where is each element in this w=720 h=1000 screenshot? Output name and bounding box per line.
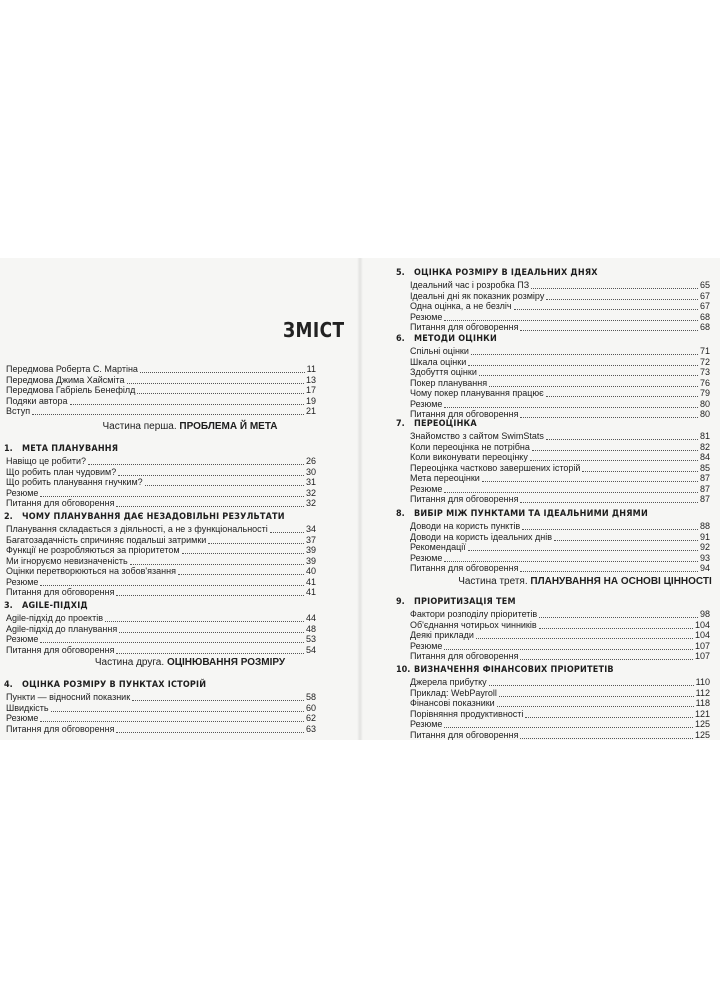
entry-title: Питання для обговорення bbox=[410, 322, 519, 332]
dot-leader bbox=[127, 383, 304, 384]
toc-entry[interactable] bbox=[6, 613, 316, 624]
dot-leader bbox=[140, 372, 305, 373]
dot-leader bbox=[514, 309, 698, 310]
dot-leader bbox=[137, 393, 304, 394]
toc-entry[interactable] bbox=[410, 719, 710, 730]
entry-title: Вступ bbox=[6, 406, 31, 416]
entry-page-number: 85 bbox=[699, 462, 710, 473]
entry-page-number: 80 bbox=[699, 409, 710, 419]
entry-title: Резюме bbox=[6, 487, 39, 498]
dot-leader bbox=[270, 532, 304, 533]
entry-page-number: 92 bbox=[699, 542, 710, 552]
part-label: Частина друга. bbox=[94, 657, 165, 668]
dot-leader bbox=[489, 386, 698, 387]
entry-page-number: 110 bbox=[695, 677, 710, 687]
entry-page-number: 65 bbox=[699, 280, 710, 290]
entry-page-number: 84 bbox=[699, 452, 710, 462]
part-label: Частина перша. bbox=[102, 421, 177, 432]
toc-entry[interactable] bbox=[410, 357, 710, 368]
dot-leader bbox=[468, 365, 698, 366]
entry-page-number: 107 bbox=[694, 640, 710, 651]
chapter-number: 7. bbox=[396, 419, 405, 429]
entry-title: Чому покер планування працює bbox=[410, 388, 544, 398]
entry-title: Питання для обговорення bbox=[6, 498, 115, 508]
entry-page-number: 11 bbox=[306, 364, 316, 374]
toc-entry[interactable] bbox=[410, 346, 710, 357]
toc-entry[interactable] bbox=[6, 556, 316, 567]
dot-leader bbox=[520, 502, 698, 503]
dot-leader bbox=[532, 450, 698, 451]
chapter-heading[interactable] bbox=[396, 267, 598, 279]
toc-entry[interactable] bbox=[410, 651, 710, 662]
entry-page-number: 48 bbox=[305, 623, 316, 634]
entry-title: Одна оцінка, а не безліч bbox=[410, 301, 512, 311]
dot-leader bbox=[531, 288, 698, 289]
dot-leader bbox=[476, 638, 693, 639]
toc-entry[interactable] bbox=[410, 677, 710, 688]
dot-leader bbox=[88, 464, 304, 465]
entry-title: Деякі приклади bbox=[410, 630, 474, 640]
toc-entry[interactable] bbox=[6, 385, 316, 396]
dot-leader bbox=[539, 617, 698, 618]
dot-leader bbox=[497, 706, 694, 707]
entry-title: Пункти — відносний показник bbox=[6, 692, 131, 702]
toc-entry[interactable] bbox=[410, 532, 710, 543]
toc-entry[interactable] bbox=[6, 498, 316, 509]
entry-page-number: 63 bbox=[305, 723, 316, 734]
entry-page-number: 71 bbox=[699, 346, 710, 356]
dot-leader bbox=[520, 571, 698, 572]
dot-leader bbox=[40, 585, 304, 586]
entry-page-number: 81 bbox=[699, 431, 710, 441]
chapter-title: ОЦІНКА РОЗМІРУ В ІДЕАЛЬНИХ ДНЯХ bbox=[414, 268, 598, 278]
dot-leader bbox=[116, 595, 304, 596]
dot-leader bbox=[525, 717, 693, 718]
toc-entry[interactable] bbox=[410, 730, 710, 741]
chapter-heading[interactable] bbox=[396, 596, 516, 608]
toc-entry[interactable] bbox=[410, 553, 710, 564]
entry-page-number: 107 bbox=[694, 651, 710, 661]
toc-entry[interactable] bbox=[410, 542, 710, 553]
toc-entry[interactable] bbox=[6, 692, 316, 703]
chapter-number: 2. bbox=[4, 512, 13, 522]
entry-title: Резюме bbox=[410, 483, 443, 494]
dot-leader bbox=[546, 396, 698, 397]
part-label: Частина третя. bbox=[458, 576, 528, 587]
entry-page-number: 121 bbox=[694, 708, 710, 719]
entry-title: Функції не розробляються за пріоритетом bbox=[6, 545, 180, 555]
toc-entry[interactable] bbox=[410, 442, 710, 453]
entry-page-number: 37 bbox=[305, 534, 316, 545]
entry-page-number: 104 bbox=[694, 619, 710, 630]
entry-page-number: 87 bbox=[699, 473, 710, 483]
chapter-title: ВИЗНАЧЕННЯ ФІНАНСОВИХ ПРІОРИТЕТІВ bbox=[414, 665, 614, 675]
entry-title: Шкала оцінки bbox=[410, 356, 467, 367]
dot-leader bbox=[118, 475, 304, 476]
dot-leader bbox=[132, 700, 304, 701]
entry-page-number: 44 bbox=[305, 613, 316, 623]
toc-entry[interactable] bbox=[410, 399, 710, 410]
dot-leader bbox=[444, 320, 698, 321]
entry-page-number: 94 bbox=[699, 563, 710, 573]
chapter-number: 5. bbox=[396, 268, 405, 278]
dot-leader bbox=[116, 732, 304, 733]
toc-title: ЗМІСТ bbox=[283, 318, 345, 342]
entry-title: Що робить план чудовим? bbox=[6, 466, 117, 477]
chapter-heading[interactable] bbox=[396, 418, 477, 430]
dot-leader bbox=[444, 561, 698, 562]
entry-title: Здобуття оцінки bbox=[410, 367, 477, 377]
entry-title: Питання для обговорення bbox=[410, 494, 519, 504]
toc-entry[interactable] bbox=[6, 645, 316, 656]
entry-page-number: 60 bbox=[305, 702, 316, 713]
dot-leader bbox=[70, 404, 304, 405]
dot-leader bbox=[582, 471, 698, 472]
toc-entry[interactable] bbox=[410, 688, 710, 699]
entry-page-number: 91 bbox=[699, 531, 710, 542]
entry-page-number: 88 bbox=[699, 521, 710, 531]
entry-page-number: 40 bbox=[305, 566, 316, 576]
dot-leader bbox=[554, 540, 698, 541]
toc-entry[interactable] bbox=[6, 703, 316, 714]
toc-entry[interactable] bbox=[410, 388, 710, 399]
toc-entry[interactable] bbox=[410, 630, 710, 641]
entry-title: Рекомендації bbox=[410, 542, 466, 552]
toc-entry[interactable] bbox=[410, 291, 710, 302]
dot-leader bbox=[105, 621, 304, 622]
entry-page-number: 41 bbox=[305, 576, 316, 587]
toc-entry[interactable] bbox=[6, 624, 316, 635]
entry-title: Питання для обговорення bbox=[410, 409, 519, 419]
toc-entry[interactable] bbox=[410, 609, 710, 620]
dot-leader bbox=[539, 628, 693, 629]
entry-title: Швидкість bbox=[6, 702, 49, 713]
entry-title: Фінансові показники bbox=[410, 698, 495, 708]
entry-page-number: 82 bbox=[699, 441, 710, 452]
entry-page-number: 39 bbox=[305, 545, 316, 555]
toc-entry[interactable] bbox=[410, 312, 710, 323]
chapter-heading[interactable] bbox=[4, 600, 88, 612]
dot-leader bbox=[499, 696, 694, 697]
entry-page-number: 73 bbox=[699, 367, 710, 377]
entry-title: Спільні оцінки bbox=[410, 346, 469, 356]
entry-page-number: 87 bbox=[699, 494, 710, 504]
part-heading bbox=[70, 420, 310, 434]
dot-leader bbox=[479, 375, 698, 376]
entry-title: Фактори розподілу пріоритетів bbox=[410, 609, 538, 619]
toc-entry[interactable] bbox=[410, 280, 710, 291]
entry-page-number: 19 bbox=[305, 395, 316, 406]
dot-leader bbox=[444, 492, 698, 493]
toc-entry[interactable] bbox=[410, 322, 710, 333]
entry-title: Резюме bbox=[6, 634, 39, 644]
entry-title: Питання для обговорення bbox=[6, 587, 115, 597]
toc-entry[interactable] bbox=[6, 477, 316, 488]
entry-page-number: 39 bbox=[305, 555, 316, 566]
entry-title: Резюме bbox=[6, 713, 39, 723]
entry-title: Питання для обговорення bbox=[410, 563, 519, 573]
entry-title: Питання для обговорення bbox=[410, 651, 519, 661]
dot-leader bbox=[522, 529, 698, 530]
entry-title: Джерела прибутку bbox=[410, 677, 487, 687]
part-title: ОЦІНЮВАННЯ РОЗМІРУ bbox=[166, 657, 286, 668]
dot-leader bbox=[119, 632, 304, 633]
part-title: ПРОБЛЕМА Й МЕТА bbox=[179, 421, 278, 432]
entry-title: Коли переоцінка не потрібна bbox=[410, 441, 530, 452]
toc-entry[interactable] bbox=[410, 641, 710, 652]
toc-entry[interactable] bbox=[410, 484, 710, 495]
entry-page-number: 41 bbox=[305, 587, 316, 597]
entry-title: Резюме bbox=[410, 311, 443, 322]
entry-page-number: 17 bbox=[305, 385, 316, 395]
entry-title: Передмова Джима Хайсміта bbox=[6, 374, 125, 385]
entry-title: Передмова Роберта С. Мартіна bbox=[6, 364, 138, 374]
dot-leader bbox=[444, 407, 698, 408]
entry-title: Приклад: WebPayroll bbox=[410, 687, 497, 698]
part-title: ПЛАНУВАННЯ НА ОСНОВІ ЦІННОСТІ bbox=[530, 576, 712, 587]
chapter-title: ВИБІР МІЖ ПУНКТАМИ ТА ІДЕАЛЬНИМИ ДНЯМИ bbox=[414, 509, 648, 519]
toc-entry[interactable] bbox=[6, 467, 316, 478]
entry-title: Порівняння продуктивності bbox=[410, 708, 524, 719]
toc-entry[interactable] bbox=[6, 545, 316, 556]
toc-entry[interactable] bbox=[410, 463, 710, 474]
toc-entry[interactable] bbox=[6, 724, 316, 735]
entry-title: Резюме bbox=[410, 552, 443, 563]
entry-title: Планування складається з діяльності, а не з функціональності bbox=[6, 524, 268, 534]
chapter-number: 8. bbox=[396, 509, 405, 519]
entry-page-number: 30 bbox=[305, 466, 316, 477]
chapter-heading[interactable] bbox=[4, 443, 118, 455]
dot-leader bbox=[145, 485, 304, 486]
chapter-heading[interactable] bbox=[396, 664, 614, 676]
toc-entry[interactable] bbox=[6, 587, 316, 598]
chapter-title: ПЕРЕОЦІНКА bbox=[414, 419, 477, 429]
dot-leader bbox=[40, 721, 304, 722]
chapter-number: 9. bbox=[396, 597, 405, 607]
entry-title: Доводи на користь ідеальних днів bbox=[410, 531, 553, 542]
toc-entry[interactable] bbox=[410, 378, 710, 389]
toc-entry[interactable] bbox=[410, 473, 710, 484]
chapter-number: 6. bbox=[396, 334, 405, 344]
toc-entry[interactable] bbox=[6, 406, 316, 417]
entry-title: Питання для обговорення bbox=[6, 723, 115, 734]
dot-leader bbox=[130, 564, 304, 565]
entry-page-number: 26 bbox=[305, 456, 316, 466]
entry-page-number: 72 bbox=[699, 356, 710, 367]
dot-leader bbox=[40, 496, 304, 497]
chapter-title: ОЦІНКА РОЗМІРУ В ПУНКТАХ ІСТОРІЙ bbox=[22, 680, 207, 690]
toc-entry[interactable] bbox=[410, 431, 710, 442]
chapter-heading[interactable] bbox=[4, 511, 285, 523]
toc-entry[interactable] bbox=[410, 494, 710, 505]
dot-leader bbox=[51, 711, 304, 712]
chapter-heading[interactable] bbox=[396, 333, 497, 345]
entry-title: Знайомство з сайтом SwimStats bbox=[410, 431, 544, 441]
dot-leader bbox=[546, 439, 698, 440]
dot-leader bbox=[546, 299, 698, 300]
entry-page-number: 34 bbox=[305, 524, 316, 534]
toc-entry[interactable] bbox=[410, 301, 710, 312]
dot-leader bbox=[182, 553, 304, 554]
entry-page-number: 68 bbox=[699, 311, 710, 322]
entry-title: Резюме bbox=[410, 719, 443, 729]
dot-leader bbox=[444, 649, 693, 650]
entry-page-number: 53 bbox=[305, 634, 316, 644]
entry-page-number: 104 bbox=[694, 630, 710, 640]
entry-page-number: 98 bbox=[699, 609, 710, 619]
chapter-number: 10. bbox=[396, 665, 411, 675]
toc-entry[interactable] bbox=[6, 634, 316, 645]
toc-entry[interactable] bbox=[6, 456, 316, 467]
entry-title: Багатозадачність спричиняє подальші затримки bbox=[6, 534, 207, 545]
toc-entry[interactable] bbox=[6, 713, 316, 724]
entry-page-number: 67 bbox=[699, 290, 710, 301]
toc-entry[interactable] bbox=[6, 566, 316, 577]
entry-page-number: 125 bbox=[694, 729, 710, 740]
chapter-title: МЕТА ПЛАНУВАННЯ bbox=[22, 444, 119, 454]
dot-leader bbox=[489, 685, 694, 686]
dot-leader bbox=[40, 642, 304, 643]
entry-title: Резюме bbox=[410, 640, 443, 651]
toc-entry[interactable] bbox=[6, 577, 316, 588]
dot-leader bbox=[520, 330, 698, 331]
entry-title: Питання для обговорення bbox=[6, 644, 115, 655]
entry-page-number: 93 bbox=[699, 552, 710, 563]
entry-page-number: 54 bbox=[305, 644, 316, 655]
entry-title: Навіщо це робити? bbox=[6, 456, 87, 466]
entry-page-number: 80 bbox=[699, 398, 710, 409]
chapter-number: 4. bbox=[4, 680, 13, 690]
dot-leader bbox=[471, 354, 698, 355]
dot-leader bbox=[116, 653, 304, 654]
entry-title: Ми ігноруємо невизначеність bbox=[6, 555, 128, 566]
chapter-number: 1. bbox=[4, 444, 13, 454]
page-crease bbox=[357, 258, 363, 740]
entry-title: Подяки автора bbox=[6, 395, 68, 406]
toc-entry[interactable] bbox=[410, 563, 710, 574]
toc-entry[interactable] bbox=[410, 620, 710, 631]
entry-title: Ідеальні дні як показник розміру bbox=[410, 290, 545, 301]
entry-title: Питання для обговорення bbox=[410, 729, 519, 740]
part-heading bbox=[455, 575, 715, 589]
dot-leader bbox=[520, 659, 692, 660]
dot-leader bbox=[520, 417, 698, 418]
entry-page-number: 31 bbox=[305, 477, 316, 487]
entry-title: Передмова Габріель Бенефілд bbox=[6, 385, 136, 395]
entry-title: Резюме bbox=[6, 576, 39, 587]
dot-leader bbox=[32, 414, 304, 415]
toc-entry[interactable] bbox=[6, 524, 316, 535]
entry-title: Переоцінка частково завершених історій bbox=[410, 462, 581, 473]
entry-page-number: 125 bbox=[694, 719, 710, 729]
entry-title: Резюме bbox=[410, 398, 443, 409]
entry-page-number: 32 bbox=[305, 498, 316, 508]
dot-leader bbox=[208, 543, 304, 544]
entry-title: Agile-підхід до проектів bbox=[6, 613, 103, 623]
book-spread bbox=[0, 258, 720, 740]
entry-title: Коли виконувати переоцінку bbox=[410, 452, 528, 462]
dot-leader bbox=[482, 481, 698, 482]
chapter-title: ПРІОРИТИЗАЦІЯ ТЕМ bbox=[414, 597, 516, 607]
toc-entry[interactable] bbox=[6, 364, 316, 375]
dot-leader bbox=[468, 550, 698, 551]
chapter-title: МЕТОДИ ОЦІНКИ bbox=[414, 334, 497, 344]
entry-title: Об'єднання чотирьох чинників bbox=[410, 619, 537, 630]
entry-page-number: 13 bbox=[305, 374, 316, 385]
entry-page-number: 62 bbox=[305, 713, 316, 723]
chapter-heading[interactable] bbox=[396, 508, 648, 520]
entry-page-number: 32 bbox=[305, 487, 316, 498]
dot-leader bbox=[520, 738, 692, 739]
toc-entry[interactable] bbox=[410, 367, 710, 378]
chapter-title: ЧОМУ ПЛАНУВАННЯ ДАЄ НЕЗАДОВІЛЬНІ РЕЗУЛЬТАТИ bbox=[22, 512, 285, 522]
entry-page-number: 58 bbox=[305, 692, 316, 702]
entry-page-number: 87 bbox=[699, 483, 710, 494]
chapter-heading[interactable] bbox=[4, 679, 206, 691]
entry-title: Оцінки перетворюються на зобов'язання bbox=[6, 566, 176, 576]
entry-page-number: 112 bbox=[695, 687, 710, 698]
toc-entry[interactable] bbox=[410, 521, 710, 532]
toc-entry[interactable] bbox=[6, 375, 316, 386]
dot-leader bbox=[116, 506, 304, 507]
entry-title: Ідеальний час і розробка ПЗ bbox=[410, 280, 530, 290]
dot-leader bbox=[178, 574, 304, 575]
toc-entry[interactable] bbox=[6, 535, 316, 546]
entry-page-number: 79 bbox=[699, 388, 710, 398]
toc-entry[interactable] bbox=[6, 396, 316, 407]
entry-page-number: 76 bbox=[699, 377, 710, 388]
entry-title: Що робить планування гнучким? bbox=[6, 477, 143, 487]
entry-title: Мета переоцінки bbox=[410, 473, 480, 483]
entry-page-number: 21 bbox=[305, 406, 316, 416]
part-heading bbox=[70, 656, 310, 670]
dot-leader bbox=[444, 727, 693, 728]
entry-title: Доводи на користь пунктів bbox=[410, 521, 521, 531]
entry-title: Agile-підхід до планування bbox=[6, 623, 118, 634]
toc-entry[interactable] bbox=[410, 709, 710, 720]
entry-page-number: 67 bbox=[699, 301, 710, 311]
chapter-number: 3. bbox=[4, 601, 13, 611]
toc-entry[interactable] bbox=[410, 698, 710, 709]
entry-page-number: 68 bbox=[699, 322, 710, 332]
entry-page-number: 118 bbox=[695, 698, 710, 708]
entry-title: Покер планування bbox=[410, 377, 488, 388]
dot-leader bbox=[530, 460, 698, 461]
toc-entry[interactable] bbox=[6, 488, 316, 499]
toc-entry[interactable] bbox=[410, 452, 710, 463]
chapter-title: AGILE-ПІДХІД bbox=[22, 601, 88, 611]
